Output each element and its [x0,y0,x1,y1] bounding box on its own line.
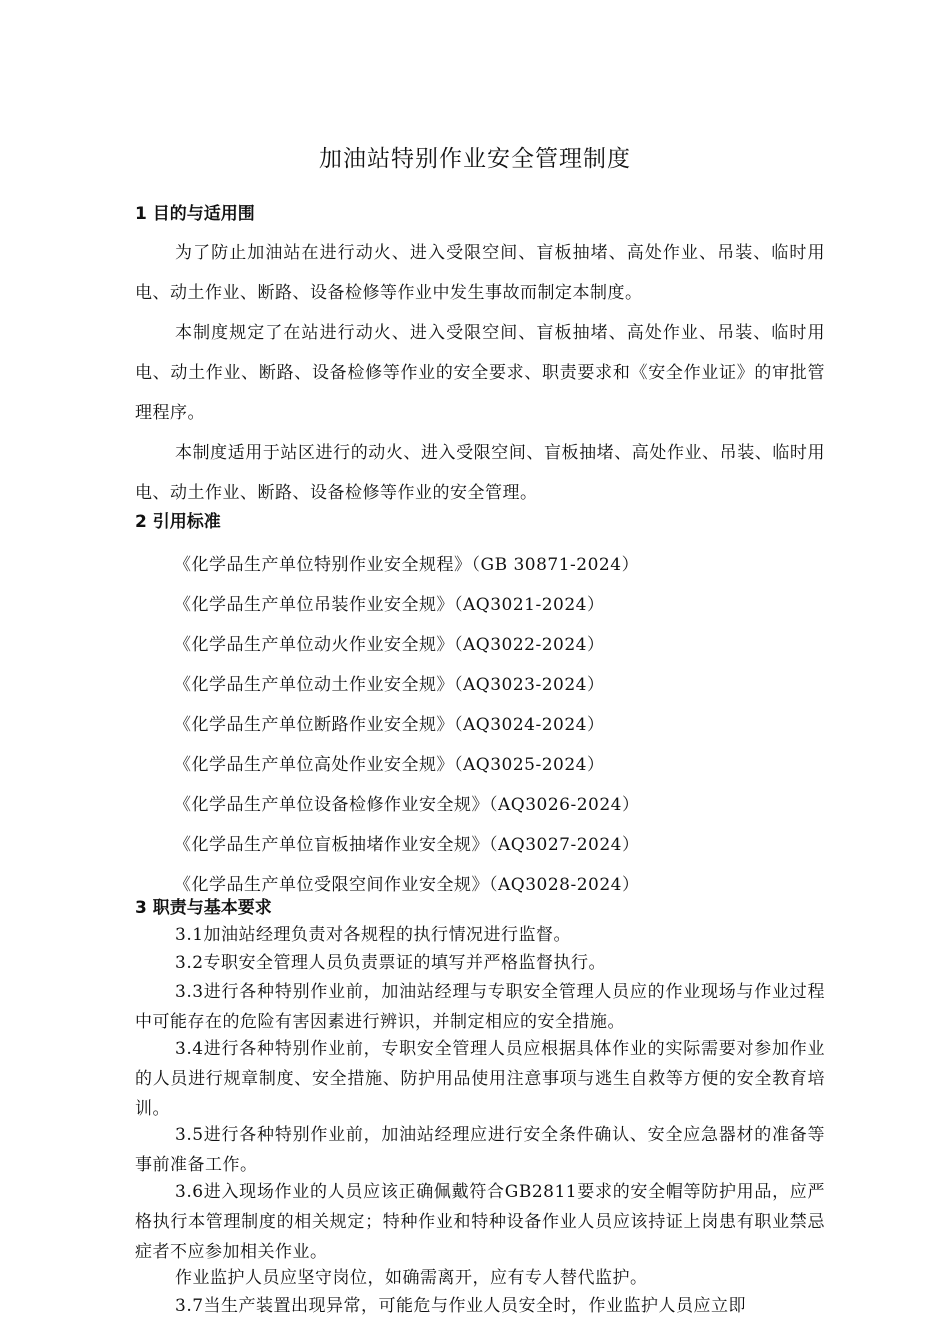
requirement-item: 3.4进行各种特别作业前，专职安全管理人员应根据具体作业的实际需要对参加作业的人员进行规章制度、安全措施、防护用品使用注意事项与逃生自救等方便的安全教育培训。 [135,1039,825,1119]
requirement-item: 3.1加油站经理负责对各规程的执行情况进行监督。 [175,925,572,945]
requirement-item: 3.2专职安全管理人员负责票证的填写并严格监督执行。 [175,953,607,973]
reference-item: 《化学品生产单位动火作业安全规》（AQ3022-2024） [174,635,605,655]
reference-item: 《化学品生产单位特别作业安全规程》（GB 30871-2024） [174,555,640,575]
requirement-item: 3.5进行各种特别作业前，加油站经理应进行安全条件确认、安全应急器材的准备等事前准备工作。 [135,1125,825,1175]
reference-item: 《化学品生产单位动土作业安全规》（AQ3023-2024） [174,675,605,695]
requirement-item: 作业监护人员应坚守岗位，如确需离开，应有专人替代监护。 [175,1268,648,1288]
reference-item: 《化学品生产单位高处作业安全规》（AQ3025-2024） [174,755,605,775]
section-2-heading: 2 引用标准 [135,512,221,532]
section-1-paragraph: 本制度规定了在站进行动火、进入受限空间、盲板抽堵、高处作业、吊装、临时用电、动土作业、断路、设备检修等作业的安全要求、职责要求和《安全作业证》的审批管理程序。 [135,323,825,423]
reference-item: 《化学品生产单位吊装作业安全规》（AQ3021-2024） [174,595,605,615]
requirement-item: 3.6进入现场作业的人员应该正确佩戴符合GB2811要求的安全帽等防护用品，应严格执行本管理制度的相关规定；特种作业和特种设备作业人员应该持证上岗患有职业禁忌症者不应参加相关作业。 [135,1182,825,1262]
section-3-heading: 3 职责与基本要求 [135,898,272,918]
reference-item: 《化学品生产单位盲板抽堵作业安全规》（AQ3027-2024） [174,835,640,855]
document-title: 加油站特别作业安全管理制度 [319,146,631,172]
requirement-item: 3.3进行各种特别作业前，加油站经理与专职安全管理人员应的作业现场与作业过程中可能存在的危险有害因素进行辨识，并制定相应的安全措施。 [135,982,825,1032]
reference-item: 《化学品生产单位设备检修作业安全规》（AQ3026-2024） [174,795,640,815]
section-1-paragraph: 为了防止加油站在进行动火、进入受限空间、盲板抽堵、高处作业、吊装、临时用电、动土作业、断路、设备检修等作业中发生事故而制定本制度。 [135,243,825,303]
reference-item: 《化学品生产单位受限空间作业安全规》（AQ3028-2024） [174,875,640,895]
requirement-item: 3.7当生产装置出现异常，可能危与作业人员安全时，作业监护人员应立即 [175,1296,747,1316]
section-1-paragraph: 本制度适用于站区进行的动火、进入受限空间、盲板抽堵、高处作业、吊装、临时用电、动土作业、断路、设备检修等作业的安全管理。 [135,443,825,503]
section-1-heading: 1 目的与适用围 [135,204,255,224]
reference-item: 《化学品生产单位断路作业安全规》（AQ3024-2024） [174,715,605,735]
